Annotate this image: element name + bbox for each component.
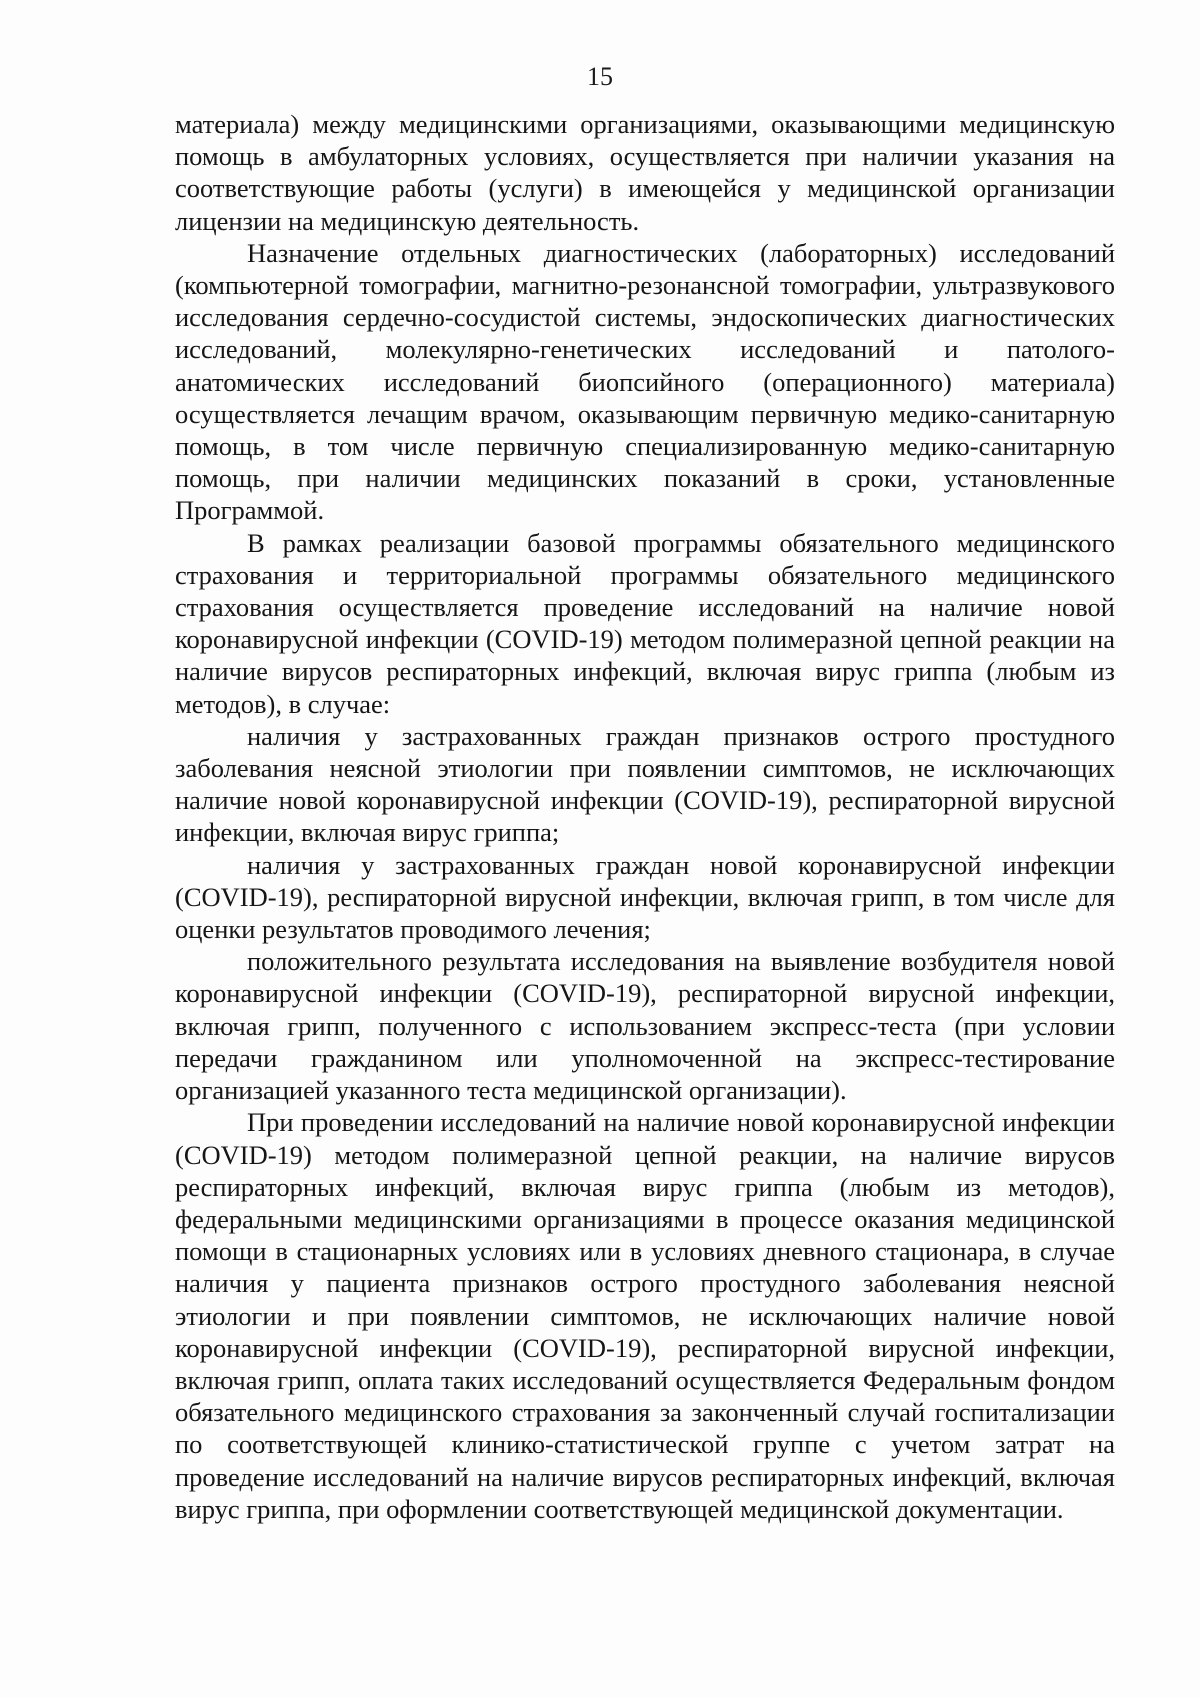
document-body [175, 108, 1115, 1525]
paragraph: наличия у застрахованных граждан новой коронавирусной инфекции (COVID-19), респираторной вирусной инфекции, включая грипп, в том числе для оценки результатов проводимого лечения; [175, 849, 1115, 945]
paragraph: При проведении исследований на наличие новой коронавирусной инфекции (COVID-19) методом полимеразной цепной реакции, на наличие вирусов респираторных инфекций, включая вирус гриппа (любым из методов), федеральными медицинскими организациями в процессе оказания медицинской помощи в стационарных условиях или в условиях дневного стационара, в случае наличия у пациента признаков острого простудного заболевания неясной этиологии и при появлении симптомов, не исключающих наличие новой коронавирусной инфекции (COVID-19), респираторной вирусной инфекции, включая грипп, оплата таких исследований осуществляется Федеральным фондом обязательного медицинского страхования за законченный случай госпитализации по соответствующей клинико-статистической группе с учетом затрат на проведение исследований на наличие вирусов респираторных инфекций, включая вирус гриппа, при оформлении соответствующей медицинской документации. [175, 1107, 1115, 1524]
paragraph: В рамках реализации базовой программы обязательного медицинского страхования и территориальной программы обязательного медицинского страхования осуществляется проведение исследований на наличие новой коронавирусной инфекции (COVID-19) методом полимеразной цепной реакции на наличие вирусов респираторных инфекций, включая вирус гриппа (любым из методов), в случае: [175, 527, 1115, 719]
paragraph: положительного результата исследования на выявление возбудителя новой коронавирусной инфекции (COVID-19), респираторной вирусной инфекции, включая грипп, полученного с использованием экспресс-теста (при условии передачи гражданином или уполномоченной на экспресс-тестирование организацией указанного теста медицинской организации). [175, 946, 1115, 1106]
paragraph: материала) между медицинскими организациями, оказывающими медицинскую помощь в амбулаторных условиях, осуществляется при наличии указания на соответствующие работы (услуги) в имеющейся у медицинской организации лицензии на медицинскую деятельность. [175, 109, 1115, 236]
paragraph: Назначение отдельных диагностических (лабораторных) исследований (компьютерной томографии, магнитно-резонансной томографии, ультразвукового исследования сердечно-сосудистой системы, эндоскопических диагностических исследований, молекулярно-генетических исследований и патолого-анатомических исследований биопсийного (операционного) материала) осуществляется лечащим врачом, оказывающим первичную медико-санитарную помощь, в том числе первичную специализированную медико-санитарную помощь, при наличии медицинских показаний в сроки, установленные Программой. [175, 237, 1115, 526]
page-number: 15 [587, 62, 613, 91]
paragraph: наличия у застрахованных граждан признаков острого простудного заболевания неясной этиологии при появлении симптомов, не исключающих наличие новой коронавирусной инфекции (COVID-19), респираторной вирусной инфекции, включая вирус гриппа; [175, 720, 1115, 848]
